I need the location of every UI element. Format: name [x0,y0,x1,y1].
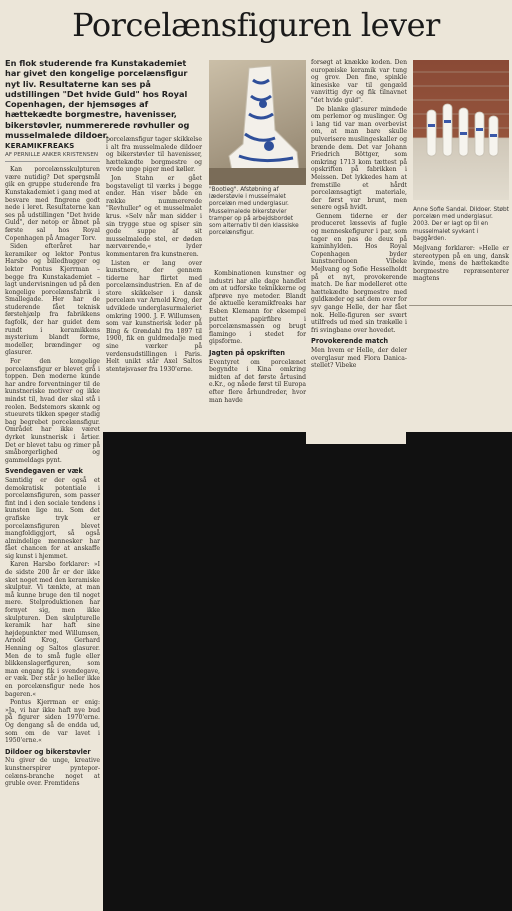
paper-strip [306,432,406,444]
paragraph: Pontus Kjerrman er enig: »Ja, vi har ikke haft nye bud på figurer siden 1970'erne. Og dengang så de endda ud, som om de var lavet i 1950'erne.« [5,699,100,745]
column-1 [5,143,100,789]
paragraph: Kombinationen kunstner og industri har alle dage handlet om at udforske teknikkerne og afprøve nye metoder. Blandt de aktuelle keramikfreaks har Esben Klemann for eksempel puttet papirfibre i porcelænsmassen og brugt flamingo i stedet for gipsforme. [209,270,306,346]
column-2 [106,136,202,374]
subheading-dildoer: Dildoer og bikerstøvler [5,747,91,756]
subheading-provokerende: Provokerende match [311,337,389,346]
column-4 [311,59,407,371]
paragraph: Kan porcelænsskulpturen være nutidig? Det spørgsmål gik en gruppe studerende fra Kunstakademiet i gang med at besvare med fingrene godt nede i leret. Resultaterne kan ses på udstillingen "Det hvide Guld", der netop er åbnet på første sal hos Royal Copenhagen på Amager Torv. [5,166,100,242]
paragraph: Eventyret om porcelænet begyndte i Kina omkring midten af det første årtusind e.Kr., og nåede først til Europa efter flere århundreder, hvor man havde [209,358,306,404]
dildo-figures-illustration [413,60,509,200]
headline: Porcelænsfiguren lever [72,6,440,44]
subheading-svendegaven: Svendegaven er væk [5,467,83,476]
subheading-jagten: Jagten på opskriften [209,348,285,357]
paragraph: Jon Stahn er gået bogstaveligt til værks i begge ender. Han viser både en række nummererede "Revhuller" og et musselmalet krus. »Selv når man sidder i sin trygge stue og spiser sin gode suppe af sit musselmalede stel, er døden nærværende,« lyder kommentaren fra kunstneren. [106,174,202,258]
column-5 [413,245,509,284]
paragraph: Karen Harsbo forklarer: »I de sidste 200 år er der ikke sket noget med den keramiske skulptur. Vi tænkte, at man må kunne bruge den til noget mere. Stelproduktionen har fornyet sig, men ikke skulpturen. Den skulpturelle keramik har haft sine højdepunkter med Willumsen, Arnold Krog, Gerhard Henning og Saltos glasurer. Men de to små fugle eller blikkenslagerfiguren, som man engang fik i svendegave, er væk. Der står jo heller ikke en porcelænsfigur nede hos bageren.« [5,561,100,698]
photo-bootleg [209,60,306,185]
paragraph: Siden efteråret har keramiker og lektor Pontus Harsbo og billedhugger og lektor Pontus Kjerrman – begge fra Kunstakademiet – lagt undervisningen ud på den kongelige porcelænsfabrik i Smallegade. Her har de studerende fået teknisk førstehjælp fra fabrikkens fagfolk, der har guidet dem rundt i keramikkens mysterium blandt forme, modeller, brændinger og glasurer. [5,243,100,357]
paragraph: forsøgt at knække koden. Den europæiske keramik var tung og grov. Den fine, spinkle kinesiske var til gengæld vanvittig dyr og fik tilnavnet "det hvide guld". [311,59,407,104]
paragraph: De blanke glasurer mindede om perlemor og muslinger. Og i lang tid var man overbevist om, at man bare skulle pulverisere muslingeskaller og brænde dem. Det var Johann Friedrich Böttger, som omkring 1713 kom tættest på opskriften på fabrikken i Meissen. Det lykkedes ham at fremstille et hårdt porcelænsagtigt materiale, der først var brunt, men senere også hvidt. [311,105,407,212]
paragraph: Gennem tiderne er der produceret læssevis af fugle og menneskefigurer i par, som tager en pas de deux på kaminhylden. Hos Royal Copenhagen byder kunstnerduoen Vibeke Mejlvang og Sofie Hesselholdt på et nyt, provokerende match. De har modelleret otte hættekædte borgmestre med guldkæder og sat dem over for syv gange Helle, der har fået nok. Helle-figuren ser svært utilfreds ud med sin trækølle i fri svingbane over hovedet. [311,212,407,334]
section-label: KERAMIKFREAKS [5,142,75,150]
column-divider [409,305,512,306]
paragraph: Mejlvang forklarer: »Helle er stereotypen på en ung, dansk kvinde, mens de hættekædte borgmestre repræsenterer magtens [413,245,509,283]
paragraph: Listen er lang over kunstnere, der gennem tiderne har flirtet med porcelænsindustrien. En af de store skikkelser i dansk porcelæn var Arnold Krog, der udviklede underglasurmaleriet omkring 1900. J. F. Willumsen, som var kunstnerisk leder på Bing & Grøndahl fra 1897 til 1900, fik en guldmedalje med sine værker på verdensudstillingen i Paris. Helt unikt står Axel Saltos stentøjsvaser fra 1930'erne. [106,259,202,373]
lede: En flok studerende fra Kunstakademiet har givet den kongelige porcelænsfigur nyt liv. Resultaterne kan ses på udstillingen "Det hvide Guld" hos Royal Copenhagen, der hjemsøges af hættekædte borgmestre, havenisser, bikerstøvler, nummererede røvhuller og musselmalede dildoer. [5,58,190,141]
byline: AF PERNILLE ANKER KRISTENSEN [5,152,100,163]
paragraph: Samtidig er der også et demokratisk potentiale i porcelænsfiguren, som passer fint ind i den sociale tendens i kunsten lige nu. Som det grafiske tryk er porcelænsfiguren blevet mangfoldiggjort, så også almindelige mennesker har fået chancen for at anskaffe sig kunst i hjemmet. [5,476,100,560]
paragraph: Nu giver de unge, kreative kunstnerspirer pynteporcelæns-branche noget at gruble over. Fremtidens [5,757,100,788]
column-3 [209,270,306,405]
paragraph: Men hvem er Helle, der deler overglasur med Flora Danica-stellet? Vibeke [311,346,407,370]
boot-illustration [209,60,306,185]
photo-caption-bootleg: "Bootleg". Afstøbning af læderstøvle i musselmalet porcelæn med underglasur. Musselmalede bikerstøvler tramper op på arbejdsbordet som alternativ til den klassiske porcelænsfigur. [209,187,299,237]
photo-caption-dildos: Anne Sofie Sandal. Dildoer. Støbt porcelæn med underglasur. 2003. Der er lagt op til en musselmalet syvkant i baggården. [413,207,509,242]
paragraph: porcelænsfigur tager skikkelse i alt fra musselmalede dildoer og bikerstøvler til havenisser, hættekædte borgmestre og vrede unge piger med køller. [106,136,202,174]
paragraph: For den kongelige porcelænsfigur er blevet grå i toppen. Den moderne kunde har andre forventninger til de kunstneriske motiver og ikke mindst til, hvad der skal stå i reolen. Bedstemors skænk og stueurets tikken spøger stadig bag begrebet porcelænsfigur. Området har ikke været dyrket kunstnerisk i årtier. Det er blevet tabu og rimer på småborgerlighed og gammeldags pynt. [5,358,100,464]
photo-dildos [413,60,509,200]
